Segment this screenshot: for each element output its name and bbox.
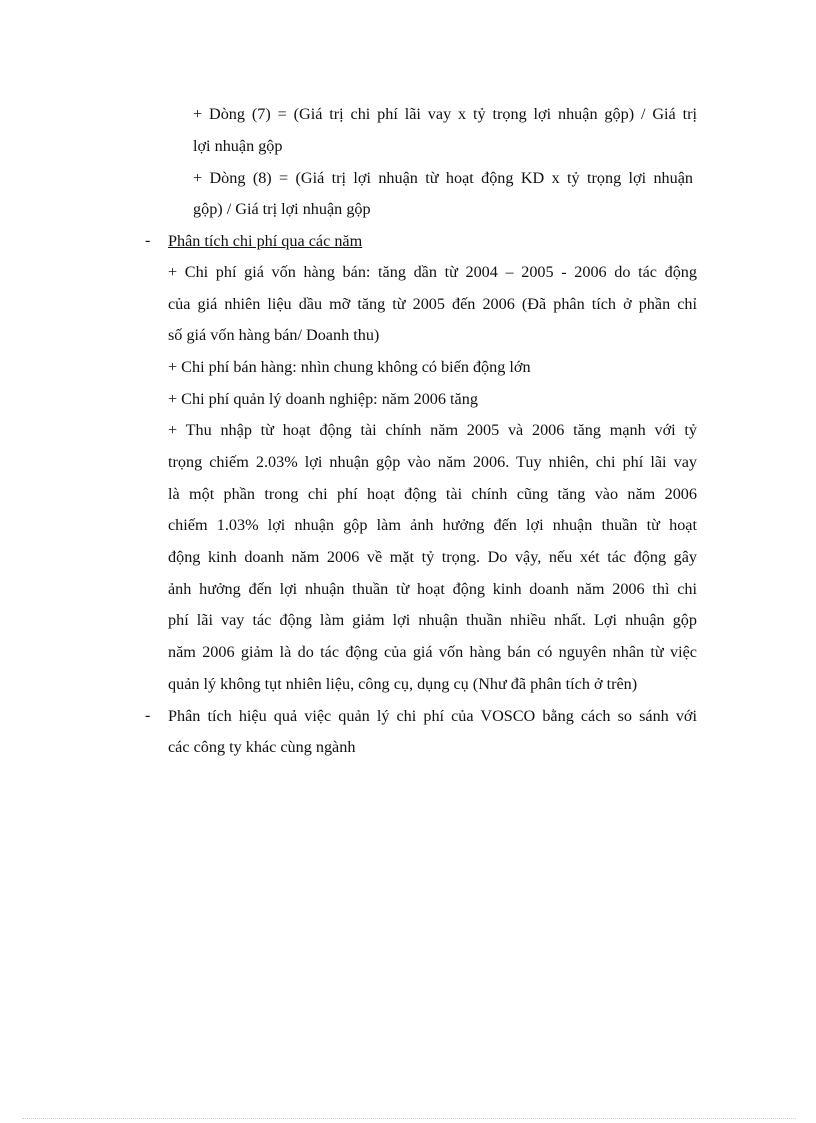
- financial-income-line-5: động kinh doanh năm 2006 về mặt tỷ trọng. Do vậy, nếu xét tác động gây: [168, 548, 697, 566]
- admin-expense-line: + Chi phí quản lý doanh nghiệp: năm 2006 tăng: [168, 390, 478, 408]
- line-7-continuation: lợi nhuận gộp: [193, 137, 283, 155]
- financial-income-line-4: chiếm 1.03% lợi nhuận gộp làm ảnh hưởng đến lợi nhuận thuần từ hoạt: [168, 516, 697, 534]
- financial-income-line-3: là một phần trong chi phí hoạt động tài chính cũng tăng vào năm 2006: [168, 485, 697, 503]
- cost-of-goods-line-1: + Chi phí giá vốn hàng bán: tăng dần từ 2004 – 2005 - 2006 do tác động: [168, 263, 697, 281]
- financial-income-line-9: quản lý không tụt nhiên liệu, công cụ, dụng cụ (Như đã phân tích ở trên): [168, 675, 638, 693]
- vosco-comparison-line-1: Phân tích hiệu quả việc quản lý chi phí của VOSCO bằng cách so sánh với: [168, 707, 697, 725]
- selling-expense-line: + Chi phí bán hàng: nhìn chung không có biến động lớn: [168, 358, 531, 376]
- line-8-explanation: + Dòng (8) = (Giá trị lợi nhuận từ hoạt động KD x tỷ trọng lợi nhuận: [193, 169, 693, 187]
- cost-of-goods-line-2: của giá nhiên liệu dầu mỡ tăng từ 2005 đến 2006 (Đã phân tích ở phần chỉ: [168, 295, 697, 313]
- financial-income-line-8: năm 2006 giảm là do tác động của giá vốn hàng bán có nguyên nhân từ việc: [168, 643, 697, 661]
- line-8-continuation: gộp) / Giá trị lợi nhuận gộp: [193, 200, 371, 218]
- bullet-dash: -: [145, 707, 151, 724]
- cost-of-goods-line-3: số giá vốn hàng bán/ Doanh thu): [168, 326, 380, 344]
- line-7-explanation: + Dòng (7) = (Giá trị chi phí lãi vay x tỷ trọng lợi nhuận gộp) / Giá trị: [193, 105, 697, 123]
- page-bottom-rule: [22, 1118, 796, 1119]
- financial-income-line-6: ảnh hưởng đến lợi nhuận thuần từ hoạt động kinh doanh năm 2006 thì chi: [168, 580, 697, 598]
- bullet-dash: -: [145, 232, 151, 249]
- financial-income-line-7: phí lãi vay tác động làm giảm lợi nhuận thuần nhiều nhất. Lợi nhuận gộp: [168, 611, 697, 629]
- vosco-comparison-line-2: các công ty khác cùng ngành: [168, 738, 356, 756]
- financial-income-line-1: + Thu nhập từ hoạt động tài chính năm 2005 và 2006 tăng mạnh với tỷ: [168, 421, 697, 439]
- financial-income-line-2: trọng chiếm 2.03% lợi nhuận gộp vào năm 2006. Tuy nhiên, chi phí lãi vay: [168, 453, 697, 471]
- section-heading-cost-analysis: Phân tích chi phí qua các năm: [168, 232, 363, 250]
